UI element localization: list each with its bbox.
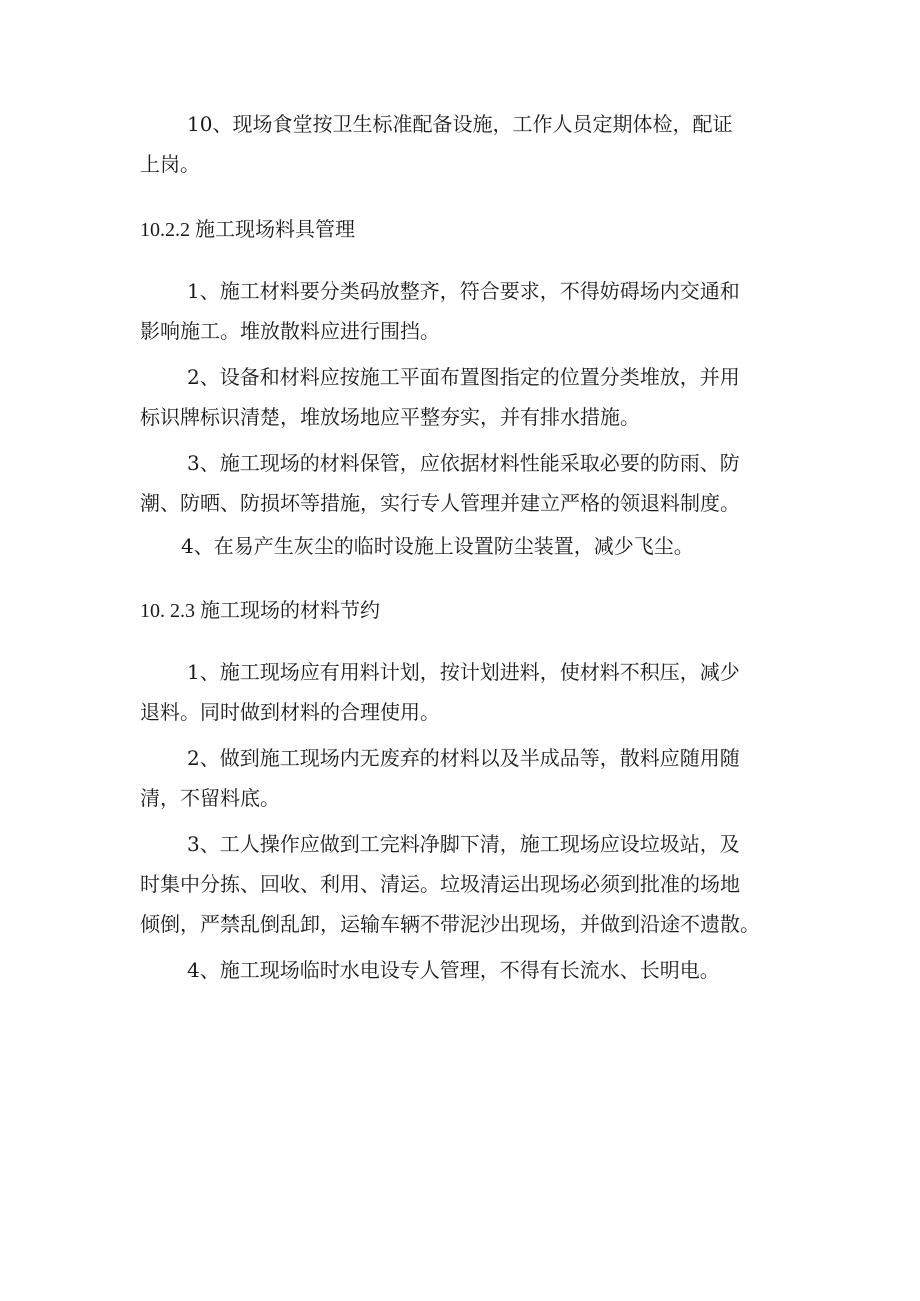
paragraph-line: 倾倒，严禁乱倒乱卸，运输车辆不带泥沙出现场，并做到沿途不遗散。 bbox=[140, 912, 760, 936]
paragraph-line: 1、施工材料要分类码放整齐，符合要求，不得妨碍场内交通和 bbox=[187, 279, 740, 303]
paragraph-line: 2、设备和材料应按施工平面布置图指定的位置分类堆放，并用 bbox=[187, 365, 740, 389]
paragraph-line: 退料。同时做到材料的合理使用。 bbox=[140, 700, 440, 724]
paragraph-line: 1、施工现场应有用料计划，按计划进料，使材料不积压，减少 bbox=[187, 660, 740, 684]
paragraph-line: 4、施工现场临时水电设专人管理，不得有长流水、长明电。 bbox=[187, 958, 720, 982]
paragraph-line: 10、现场食堂按卫生标准配备设施，工作人员定期体检，配证 bbox=[187, 112, 733, 136]
section-heading-10-2-3: 10. 2.3 施工现场的材料节约 bbox=[140, 600, 380, 622]
paragraph-line: 3、施工现场的材料保管，应依据材料性能采取必要的防雨、防 bbox=[187, 451, 740, 475]
paragraph-line: 清，不留料底。 bbox=[140, 786, 280, 810]
section-heading-10-2-2: 10.2.2 施工现场料具管理 bbox=[140, 219, 355, 241]
paragraph-line: 3、工人操作应做到工完料净脚下清，施工现场应设垃圾站，及 bbox=[187, 832, 740, 856]
paragraph-line: 影响施工。堆放散料应进行围挡。 bbox=[140, 319, 440, 343]
paragraph-line: 上岗。 bbox=[140, 152, 200, 176]
paragraph-line: 2、做到施工现场内无废弃的材料以及半成品等，散料应随用随 bbox=[187, 746, 740, 770]
paragraph-line: 时集中分拣、回收、利用、清运。垃圾清运出现场必须到批准的场地 bbox=[140, 872, 740, 896]
paragraph-line: 4、在易产生灰尘的临时设施上设置防尘装置，减少飞尘。 bbox=[181, 534, 694, 558]
paragraph-line: 潮、防晒、防损坏等措施，实行专人管理并建立严格的领退料制度。 bbox=[140, 491, 740, 515]
paragraph-line: 标识牌标识清楚，堆放场地应平整夯实，并有排水措施。 bbox=[140, 405, 640, 429]
